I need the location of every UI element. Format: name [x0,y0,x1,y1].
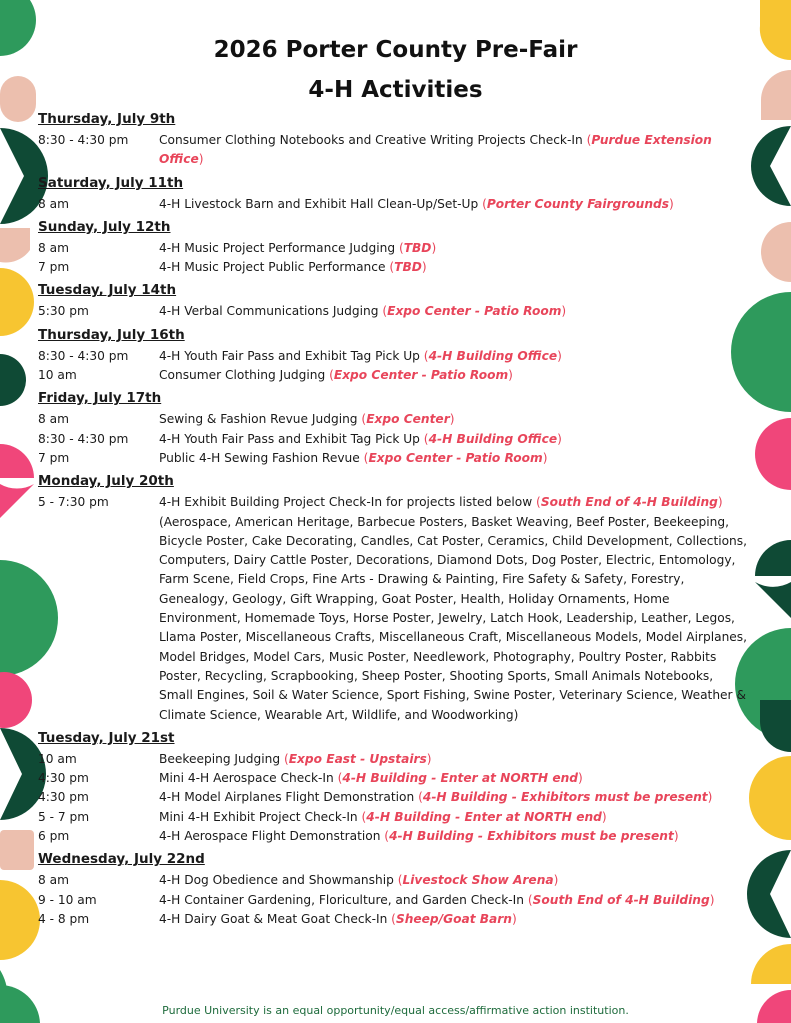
event-description: Mini 4-H Exhibit Project Check-In (4-H Building - Enter at NORTH end) [159,809,607,824]
event-title: 4-H Container Gardening, Floriculture, and Garden Check-In [159,892,524,907]
event-title: Consumer Clothing Notebooks and Creative Writing Projects Check-In [159,133,583,147]
deco-shape [755,418,791,490]
deco-shape [0,880,40,960]
event-location: 4-H Building - Exhibitors must be present [389,829,674,844]
event-row [38,891,750,910]
event-row [38,493,750,512]
event-time: 8:30 - 4:30 pm [38,348,129,363]
event-title: Consumer Clothing Judging [159,368,326,383]
deco-shape [761,222,791,282]
event-title: 4-H Dairy Goat & Meat Goat Check-In [159,911,388,926]
event-row [38,258,750,277]
day-section [38,326,750,386]
deco-shape [755,582,791,618]
event-time: 8 am [38,196,69,211]
event-location: Purdue Extension Office [159,133,712,167]
deco-shape [747,850,791,938]
event-title: Mini 4-H Aerospace Check-In [159,771,334,786]
event-time: 6 pm [38,829,70,844]
event-title: 4-H Verbal Communications Judging [159,304,379,319]
event-description: 4-H Music Project Public Performance (TBD) [159,260,427,275]
event-time: 8 am [38,873,69,888]
event-location: 4-H Building - Enter at NORTH end [342,771,578,786]
event-row [38,769,750,788]
event-time: 9 - 10 am [38,892,97,907]
event-description: 4-H Youth Fair Pass and Exhibit Tag Pick Up (4-H Building Office) [159,348,562,363]
event-time: 7 pm [38,260,70,275]
event-description: Consumer Clothing Notebooks and Creative Writing Projects Check-In (Purdue Extension Office) [159,133,712,167]
page-title [0,30,791,110]
event-time: 8 am [38,412,69,427]
event-time: 10 am [38,368,77,383]
day-section [38,174,750,214]
event-location: Expo Center - Patio Room [333,368,509,383]
event-row [38,410,750,429]
day-heading: Thursday, July 9th [38,111,176,127]
title-line-2: 4-H Activities [308,77,483,103]
event-location: Livestock Show Arena [402,873,554,888]
deco-shape [0,444,34,478]
event-time: 10 am [38,751,77,766]
event-description: 4-H Model Airplanes Flight Demonstration (4-H Building - Exhibitors must be present) [159,790,713,805]
deco-shape [0,268,34,336]
event-location: Expo East - Upstairs [288,751,427,766]
day-section [38,281,750,321]
event-title: 4-H Exhibit Building Project Check-In for projects listed below [159,495,533,510]
event-location: TBD [403,240,432,255]
day-heading: Sunday, July 12th [38,218,171,235]
event-description: 4-H Verbal Communications Judging (Expo Center - Patio Room) [159,304,567,319]
day-heading: Friday, July 17th [38,390,162,407]
deco-shape [751,126,791,206]
event-location: South End of 4-H Building [532,892,710,907]
event-title: Sewing & Fashion Revue Judging [159,412,358,427]
event-row [38,910,750,929]
event-row [38,430,750,449]
event-time: 8 am [38,240,69,255]
day-section [38,850,750,929]
deco-shape [755,540,791,576]
deco-shape [749,756,791,840]
event-row [38,195,750,214]
event-description: 4-H Dairy Goat & Meat Goat Check-In (Sheep/Goat Barn) [159,911,517,926]
event-description: 4-H Aerospace Flight Demonstration (4-H Building - Exhibitors must be present) [159,829,679,844]
event-title: Mini 4-H Exhibit Project Check-In [159,809,358,824]
event-title: 4-H Music Project Public Performance [159,260,386,275]
deco-shape [0,830,34,870]
event-row [38,827,750,846]
event-row [38,366,750,385]
day-heading: Saturday, July 11th [38,174,184,191]
event-description: Beekeeping Judging (Expo East - Upstairs) [159,751,432,766]
event-location: South End of 4-H Building [540,495,718,510]
event-title: Beekeeping Judging [159,751,281,766]
event-description: Consumer Clothing Judging (Expo Center - Patio Room) [159,368,513,383]
deco-shape [0,672,32,728]
day-section [38,218,750,278]
event-row [38,239,750,258]
event-description: Public 4-H Sewing Fashion Revue (Expo Center - Patio Room) [159,450,548,465]
event-row [38,302,750,321]
event-title: 4-H Youth Fair Pass and Exhibit Tag Pick Up [159,348,420,363]
event-description: 4-H Exhibit Building Project Check-In for projects listed below (South End of 4-H Building) [159,495,723,510]
deco-shape [0,484,34,518]
event-time: 8:30 - 4:30 pm [38,133,129,147]
event-description: 4-H Youth Fair Pass and Exhibit Tag Pick Up (4-H Building Office) [159,431,562,446]
day-section [38,389,750,468]
event-location: 4-H Building Office [428,348,558,363]
event-time: 5 - 7:30 pm [38,495,109,510]
project-list: (Aerospace, American Heritage, Barbecue Posters, Basket Weaving, Beef Poster, Beekeeping, Bicycle Poster, Cake Decorating, Candles, Cat Poster, Ceramics, Child Development, Collections, Computers, Dairy Cattle Poster, Decorations, Diamond Dots, Dog Poster, Electric, Entomology, Farm Scene, Field Crops, Fine Arts - Drawing & Painting, Fire Safety & Safety, Forestry, Genealogy, Geology, Gift Wrapping, Goat Poster, Health, Holiday Ornaments, Home Environment, Homemade Toys, Horse Poster, Jewelry, Latch Hook, Leadership, Leather, Legos, Llama Poster, Miscellaneous Crafts, Miscellaneous Craft, Miscellaneous Models, Model Airplanes, Model Bridges, Model Cars, Music Poster, Needlework, Photography, Poultry Poster, Rabbits Poster, Recycling, Scrapbooking, Sheep Poster, Shooting Sports, Small Animals Notebooks, Small Engines, Soil & Water Science, Sport Fishing, Swine Poster, Veterinary Science, Weather & Climate Science, Wearable Art, Wildlife, and Woodworking) [159,514,748,722]
schedule [38,110,750,933]
event-title: 4-H Livestock Barn and Exhibit Hall Clean-Up/Set-Up [159,196,479,211]
event-location: 4-H Building - Enter at NORTH end [366,809,602,824]
event-description: 4-H Dog Obedience and Showmanship (Livestock Show Arena) [159,873,559,888]
event-location: 4-H Building - Exhibitors must be present [422,790,708,805]
event-description: 4-H Music Project Performance Judging (TBD) [159,240,437,255]
day-heading: Tuesday, July 21st [38,729,175,746]
day-heading: Wednesday, July 22nd [38,851,205,868]
deco-shape [760,700,791,752]
event-title: 4-H Dog Obedience and Showmanship [159,873,394,888]
day-section [38,729,750,846]
event-location: TBD [394,260,422,275]
event-time: 4:30 pm [38,771,89,786]
event-description: Sewing & Fashion Revue Judging (Expo Center) [159,412,455,427]
event-title: 4-H Model Airplanes Flight Demonstration [159,790,415,805]
day-heading: Tuesday, July 14th [38,282,177,299]
event-title: 4-H Youth Fair Pass and Exhibit Tag Pick Up [159,431,420,446]
event-row [38,788,750,807]
event-title: 4-H Aerospace Flight Demonstration [159,829,381,844]
event-time: 4:30 pm [38,790,89,805]
title-line-1: 2026 Porter County Pre-Fair [213,37,578,63]
event-time: 8:30 - 4:30 pm [38,431,129,446]
event-title: Public 4-H Sewing Fashion Revue [159,450,360,465]
event-location: Expo Center - Patio Room [387,304,562,319]
event-location: 4-H Building Office [428,431,558,446]
event-location: Sheep/Goat Barn [395,911,512,926]
deco-shape [0,354,26,406]
event-title: 4-H Music Project Performance Judging [159,240,396,255]
event-description: 4-H Livestock Barn and Exhibit Hall Clean-Up/Set-Up (Porter County Fairgrounds) [159,196,674,211]
event-time: 7 pm [38,450,70,465]
day-heading: Monday, July 20th [38,473,174,490]
day-heading: Thursday, July 16th [38,326,185,343]
event-row [38,449,750,468]
event-description: Mini 4-H Aerospace Check-In (4-H Building - Enter at NORTH end) [159,771,583,786]
day-section [38,472,750,725]
event-time: 4 - 8 pm [38,911,90,926]
event-location: Porter County Fairgrounds [486,196,669,211]
event-time: 5:30 pm [38,304,89,319]
event-row [38,871,750,890]
event-row [38,347,750,366]
event-row [38,750,750,769]
event-description: 4-H Container Gardening, Floriculture, and Garden Check-In (South End of 4-H Building) [159,892,715,907]
deco-shape [751,944,791,984]
day-section [38,110,750,170]
event-row [38,808,750,827]
event-row [38,131,750,170]
footer-disclaimer: Purdue University is an equal opportunity/equal access/affirmative action institution. [162,1004,629,1017]
deco-shape [0,228,30,263]
event-location: Expo Center - Patio Room [368,450,543,465]
event-time: 5 - 7 pm [38,809,90,824]
event-location: Expo Center [366,412,450,427]
